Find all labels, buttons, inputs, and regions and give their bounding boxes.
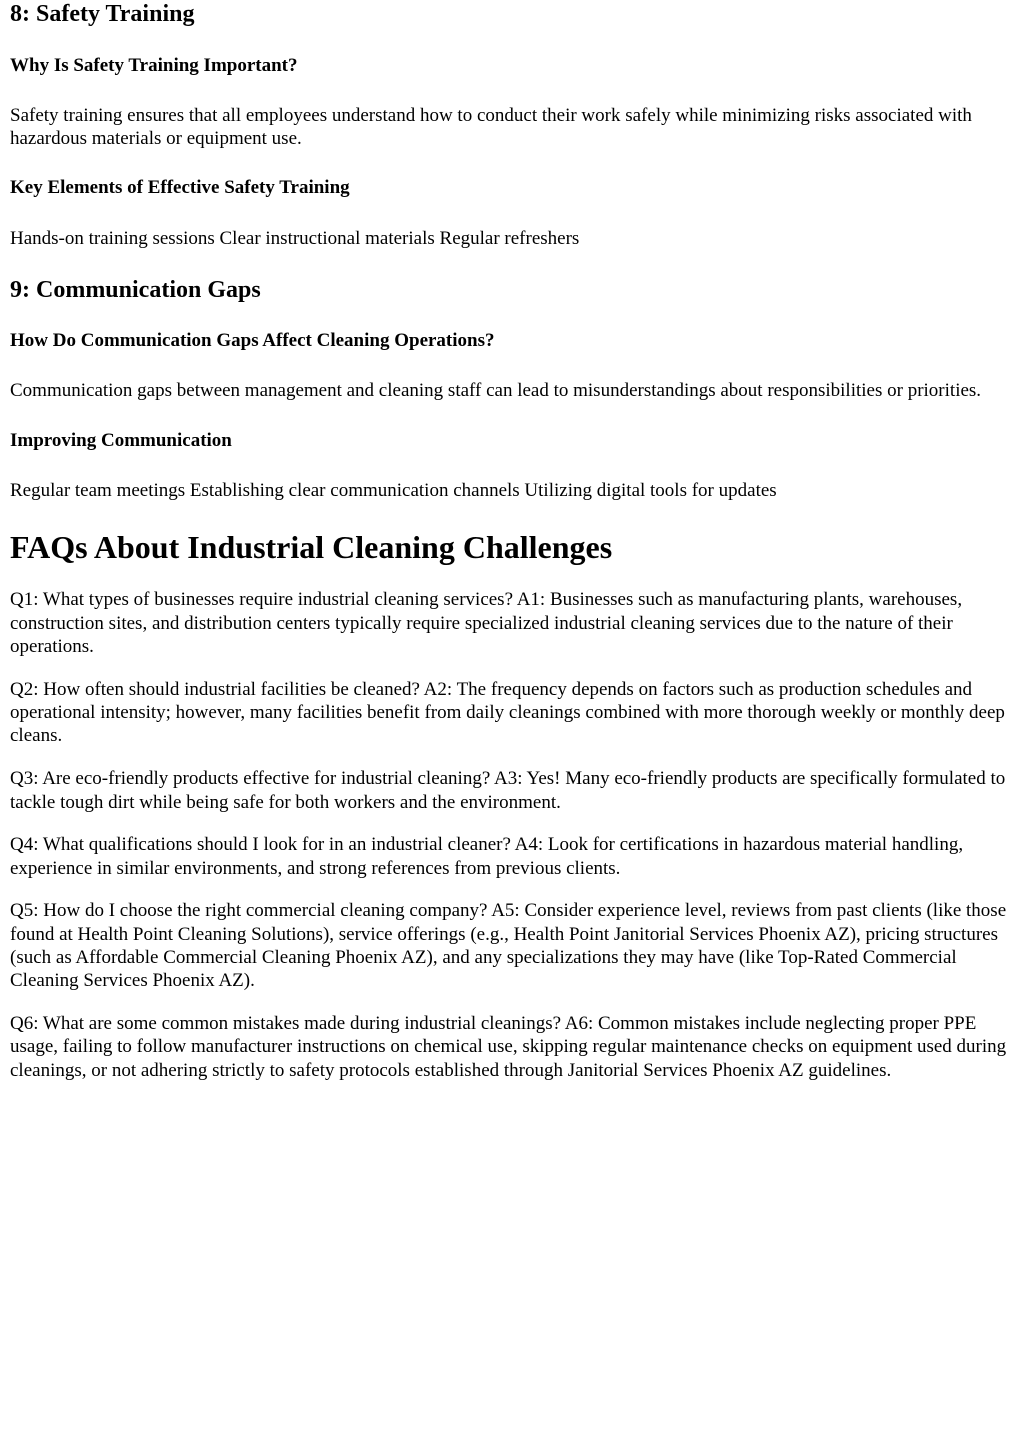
faq-item: Q4: What qualifications should I look for in an industrial cleaner? A4: Look for certifications in hazardous material handling, experience in similar environments, and strong references from previous clients. <box>10 834 964 879</box>
faq-item: Q5: How do I choose the right commercial cleaning company? A5: Consider experience level, reviews from past clients (like those found at Health Point Cleaning Solutions), service offerings (e.g., Health Point Janitorial Services Phoenix AZ), pricing structures (such as Affordable Commercial Cleaning Phoenix AZ), and any specializations they may have (like Top-Rated Commercial Cleaning Services Phoenix AZ). <box>10 900 1007 992</box>
section-8-question-heading: Why Is Safety Training Important? <box>10 55 298 76</box>
section-9-paragraph: Communication gaps between management and cleaning staff can lead to misunderstandings about responsibilities or priorities. <box>10 379 982 401</box>
section-9-improving-heading: Improving Communication <box>10 430 232 452</box>
faq-item: Q2: How often should industrial facilities be cleaned? A2: The frequency depends on factors such as production schedules and operational intensity; however, many facilities benefit from daily cleanings combined with more thorough weekly or monthly deep cleans. <box>10 678 1005 747</box>
faq-item: Q1: What types of businesses require industrial cleaning services? A1: Businesses such as manufacturing plants, warehouses, construction sites, and distribution centers typically require specialized industrial cleaning services due to the nature of their operations. <box>10 589 963 658</box>
section-9-improving-list: Regular team meetings Establishing clear communication channels Utilizing digital tools for updates <box>10 480 777 502</box>
section-9-title: 9: Communication Gaps <box>10 276 261 303</box>
section-8-key-elements-list: Hands-on training sessions Clear instructional materials Regular refreshers <box>10 227 580 249</box>
faq-item: Q6: What are some common mistakes made during industrial cleanings? A6: Common mistakes include neglecting proper PPE usage, failing to follow manufacturer instructions on chemical use, skipping regular maintenance checks on equipment used during cleanings, or not adhering strictly to safety protocols established through Janitorial Services Phoenix AZ guidelines. <box>10 1013 1007 1081</box>
faq-item: Q3: Are eco-friendly products effective for industrial cleaning? A3: Yes! Many eco-friendly products are specifically formulated to tackle tough dirt while being safe for both workers and the environment. <box>10 768 1006 813</box>
section-8-key-elements-heading: Key Elements of Effective Safety Training <box>10 176 350 198</box>
section-9-question-heading: How Do Communication Gaps Affect Cleaning Operations? <box>10 329 495 351</box>
section-8-title: 8: Safety Training <box>10 1 195 27</box>
faq-title: FAQs About Industrial Cleaning Challenges <box>10 529 613 566</box>
section-8-paragraph: Safety training ensures that all employees understand how to conduct their work safely while minimizing risks associated with hazardous materials or equipment use. <box>10 105 972 150</box>
